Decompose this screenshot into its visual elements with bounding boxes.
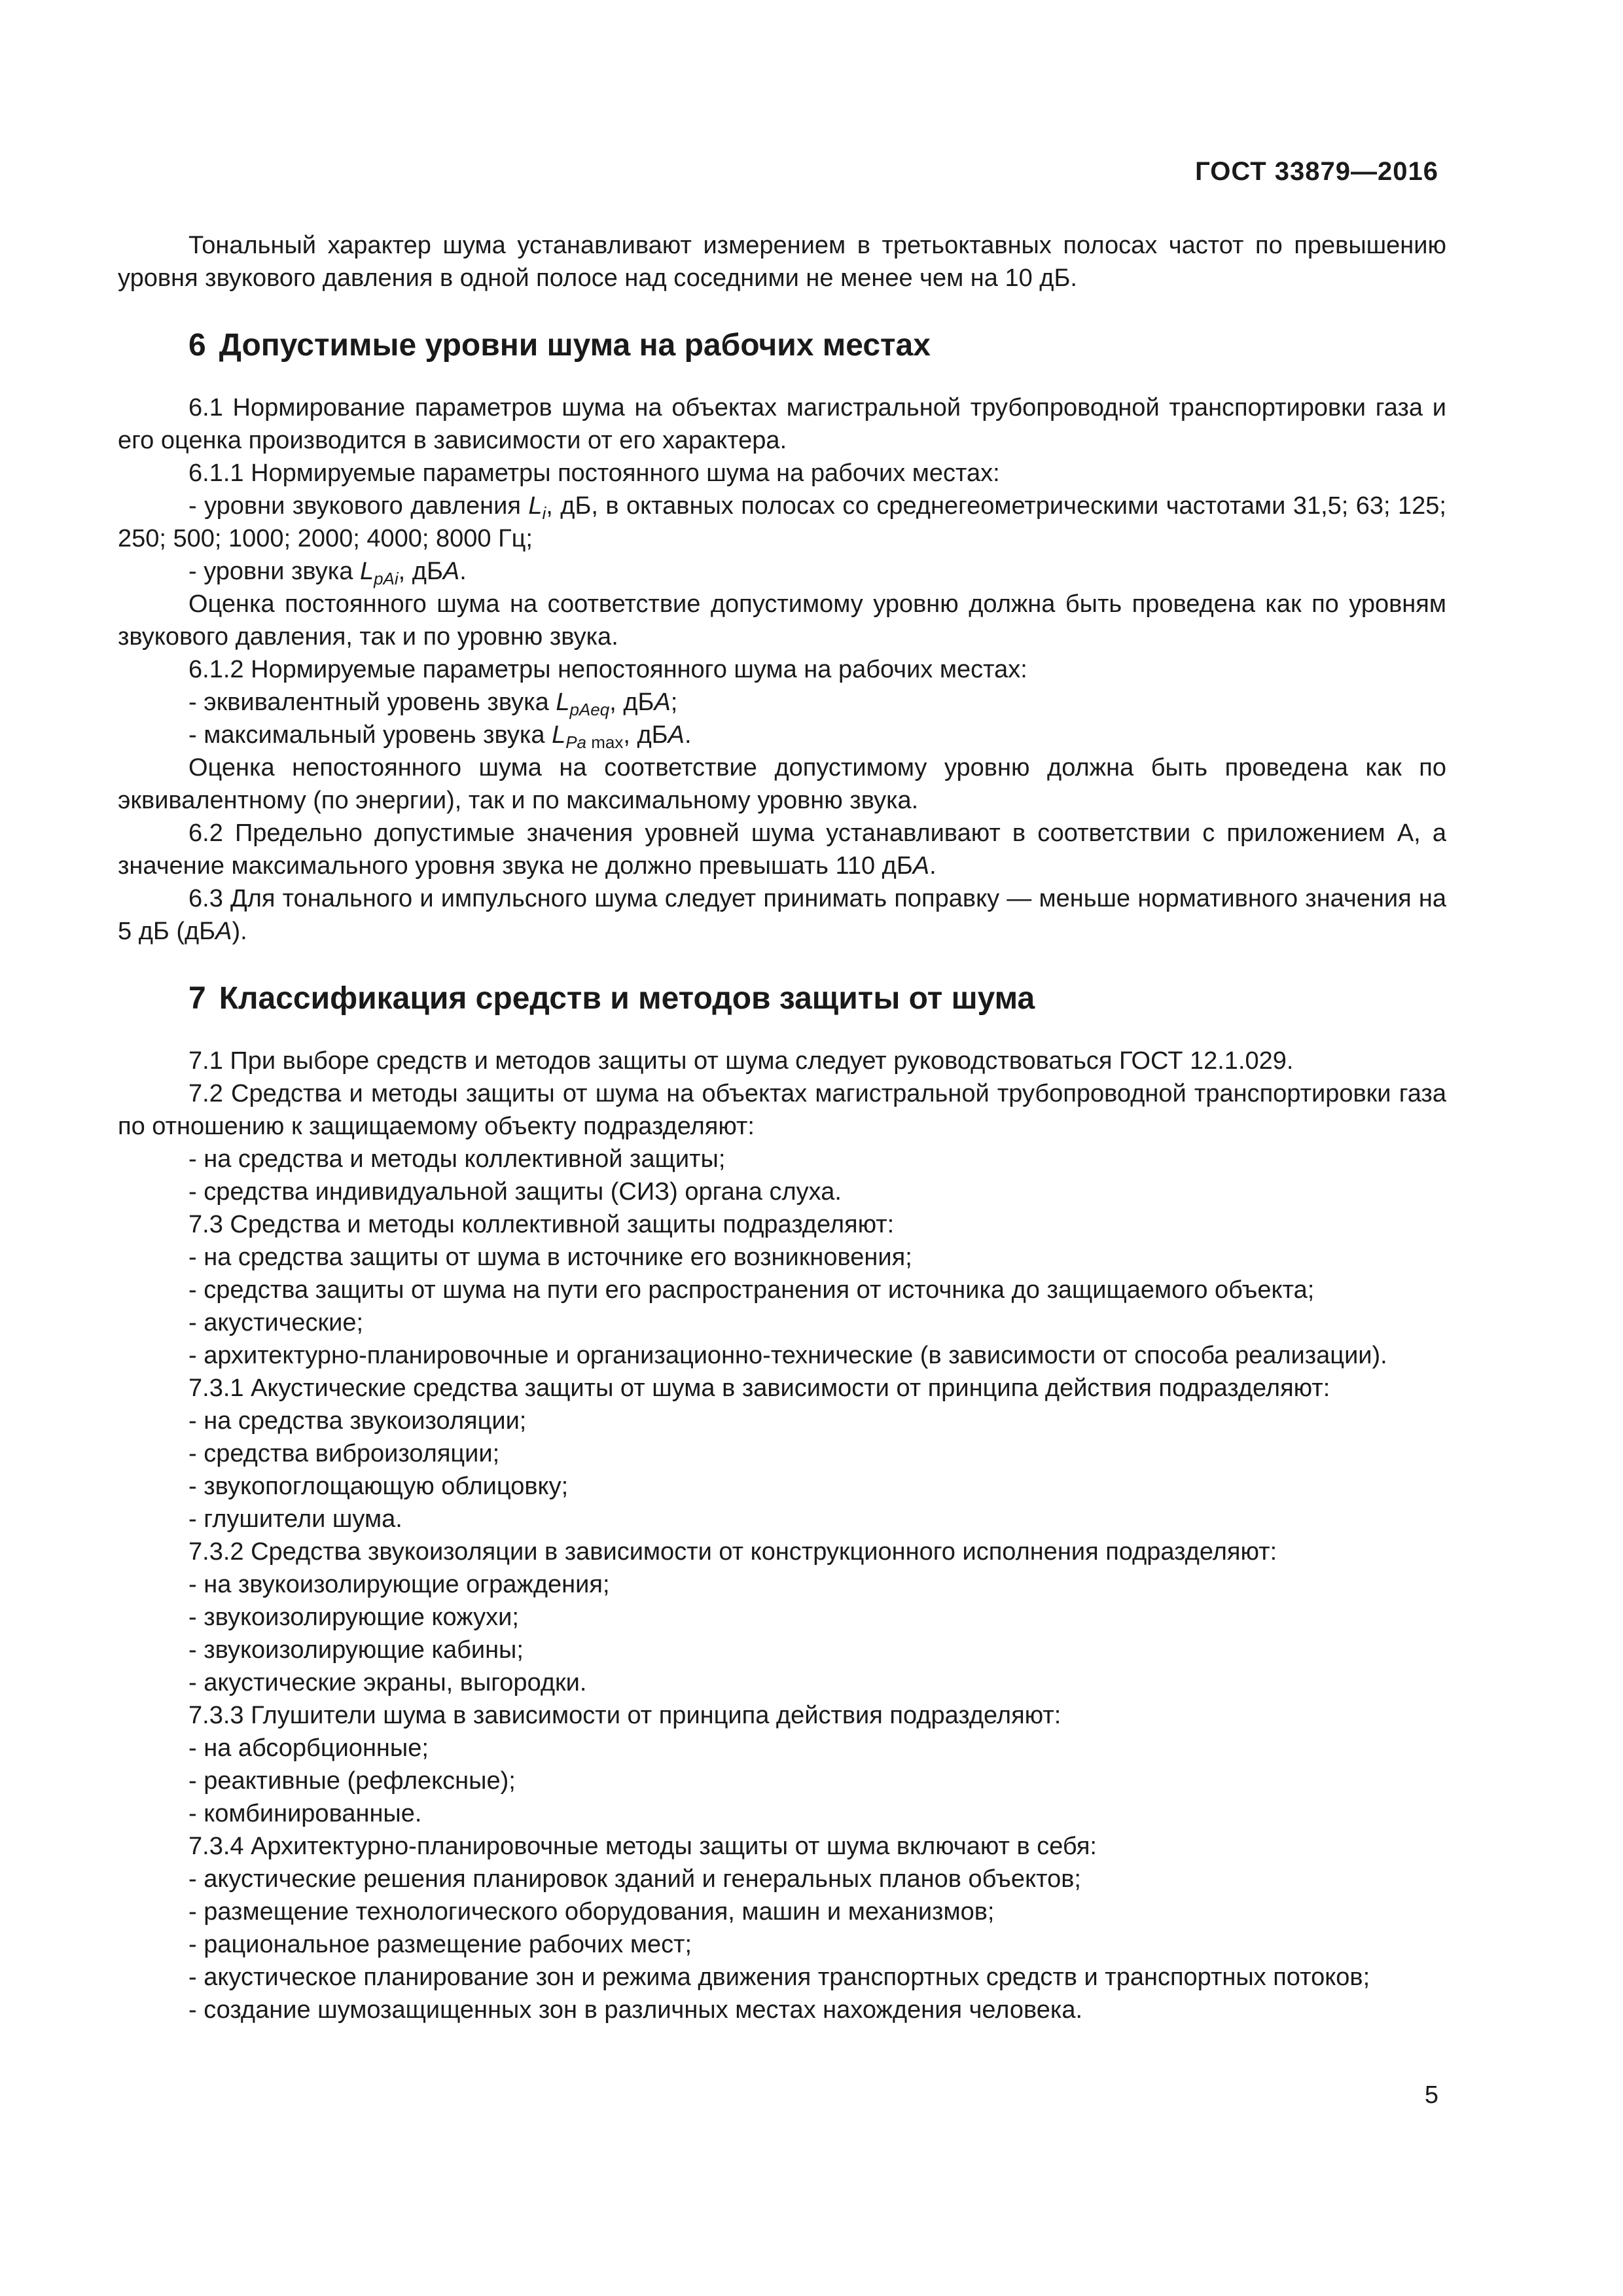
section-7-line: - звукоизолирующие кабины;: [188, 1636, 524, 1664]
paragraph-6-3: 6.3 Для тонального и импульсного шума следует принимать поправку — меньше нормативного значения на 5 дБ (дБА).: [118, 885, 1446, 945]
section-7-line: - средства индивидуальной защиты (СИЗ) органа слуха.: [188, 1178, 842, 1206]
section-7-line: - размещение технологического оборудования, машин и механизмов;: [188, 1898, 995, 1926]
section-6-heading: [118, 326, 1446, 365]
paragraph-6-1-2: 6.1.2 Нормируемые параметры непостоянного шума на рабочих местах:: [188, 656, 1027, 683]
section-7-line: - акустические решения планировок зданий и генеральных планов объектов;: [188, 1865, 1081, 1893]
section-7-line: 7.3.1 Акустические средства защиты от шума в зависимости от принципа действия подразделяют:: [188, 1374, 1330, 1402]
section-7-line: - акустические;: [188, 1309, 364, 1336]
intro-paragraph: Тональный характер шума устанавливают измерением в третьоктавных полосах частот по превышению уровня звукового давления в одной полосе над соседними не менее чем на 10 дБ.: [118, 232, 1446, 292]
paragraph-6-1-1: 6.1.1 Нормируемые параметры постоянного шума на рабочих местах:: [188, 459, 1000, 487]
page-number: 5: [1424, 2081, 1438, 2109]
section-7-line: - рациональное размещение рабочих мест;: [188, 1931, 692, 1958]
list-item-equivalent-level: - эквивалентный уровень звука $L_{pAeq}$, дБА;: [188, 689, 678, 719]
section-7-line: - средства защиты от шума на пути его распространения от источника до защищаемого объекта;: [188, 1276, 1315, 1304]
section-7-line: - звукоизолирующие кожухи;: [188, 1604, 519, 1631]
section-7-line: - средства виброизоляции;: [188, 1440, 500, 1467]
section-7-line: - акустические экраны, выгородки.: [188, 1669, 587, 1696]
section-7-line: 7.2 Средства и методы защиты от шума на объектах магистральной трубопроводной транспортировки газа по отношению к защищаемому объекту подразделяют:: [118, 1080, 1446, 1140]
section-7-line: 7.3.4 Архитектурно-планировочные методы защиты от шума включают в себя:: [188, 1833, 1097, 1860]
section-7-title: Классификация средств и методов защиты от шума: [219, 981, 1035, 1016]
section-7-line: 7.3.3 Глушители шума в зависимости от принципа действия подразделяют:: [188, 1702, 1061, 1729]
list-item-sound-pressure-levels: - уровни звукового давления $L_i$, дБ, в октавных полосах со среднегеометрическими частотами 31,5; 63; 125; 250; 500; 1000; 2000; 4000; 8000 Гц;: [118, 492, 1446, 552]
section-7-line: - глушители шума.: [188, 1505, 402, 1533]
standard-designation: ГОСТ 33879—2016: [1195, 157, 1438, 186]
section-7-line: 7.3 Средства и методы коллективной защиты подразделяют:: [188, 1211, 895, 1238]
section-7-line: - реактивные (рефлексные);: [188, 1767, 516, 1795]
section-7-line: - комбинированные.: [188, 1800, 422, 1827]
page-content: [118, 229, 1446, 2026]
section-7-line: 7.3.2 Средства звукоизоляции в зависимости от конструкционного исполнения подразделяют:: [188, 1538, 1277, 1566]
section-7-line: - акустическое планирование зон и режима движения транспортных средств и транспортных потоков;: [188, 1964, 1370, 1991]
list-item-maximum-level: - максимальный уровень звука $L_{Pa max}$, дБА.: [188, 721, 692, 752]
section-7-line: - звукопоглощающую облицовку;: [188, 1473, 569, 1500]
paragraph-nonconstant-noise-evaluation: Оценка непостоянного шума на соответствие допустимому уровню должна быть проведена как по эквивалентному (по энергии), так и по максимальному уровню звука.: [118, 754, 1446, 814]
section-6-number: 6: [188, 328, 206, 363]
section-7-line: - на абсорбционные;: [188, 1734, 429, 1762]
section-6-title: Допустимые уровни шума на рабочих местах: [219, 328, 931, 363]
paragraph-6-2: 6.2 Предельно допустимые значения уровней шума устанавливают в соответствии с приложением А, а значение максимального уровня звука не должно превышать 110 дБА.: [118, 819, 1446, 880]
section-7-line: - архитектурно-планировочные и организационно-технические (в зависимости от способа реализации).: [188, 1342, 1387, 1369]
section-7-line: - на средства и методы коллективной защиты;: [188, 1145, 726, 1173]
list-item-sound-levels: - уровни звука $L_{pAi}$, дБА.: [188, 558, 467, 588]
section-7-line: - на средства звукоизоляции;: [188, 1407, 527, 1435]
section-7-line: - на звукоизолирующие ограждения;: [188, 1571, 610, 1598]
section-7-line: - на средства защиты от шума в источнике его возникновения;: [188, 1244, 912, 1271]
paragraph-constant-noise-evaluation: Оценка постоянного шума на соответствие допустимому уровню должна быть проведена как по уровням звукового давления, так и по уровню звука.: [118, 590, 1446, 651]
paragraph-6-1: 6.1 Нормирование параметров шума на объектах магистральной трубопроводной транспортировки газа и его оценка производится в зависимости от его характера.: [118, 394, 1446, 454]
section-7-line: 7.1 При выборе средств и методов защиты от шума следует руководствоваться ГОСТ 12.1.029.: [188, 1047, 1294, 1075]
section-7-heading: [118, 979, 1446, 1018]
section-7-body: [118, 1045, 1446, 2026]
section-7-line: - создание шумозащищенных зон в различных местах нахождения человека.: [188, 1996, 1083, 2024]
section-7-number: 7: [188, 981, 206, 1016]
